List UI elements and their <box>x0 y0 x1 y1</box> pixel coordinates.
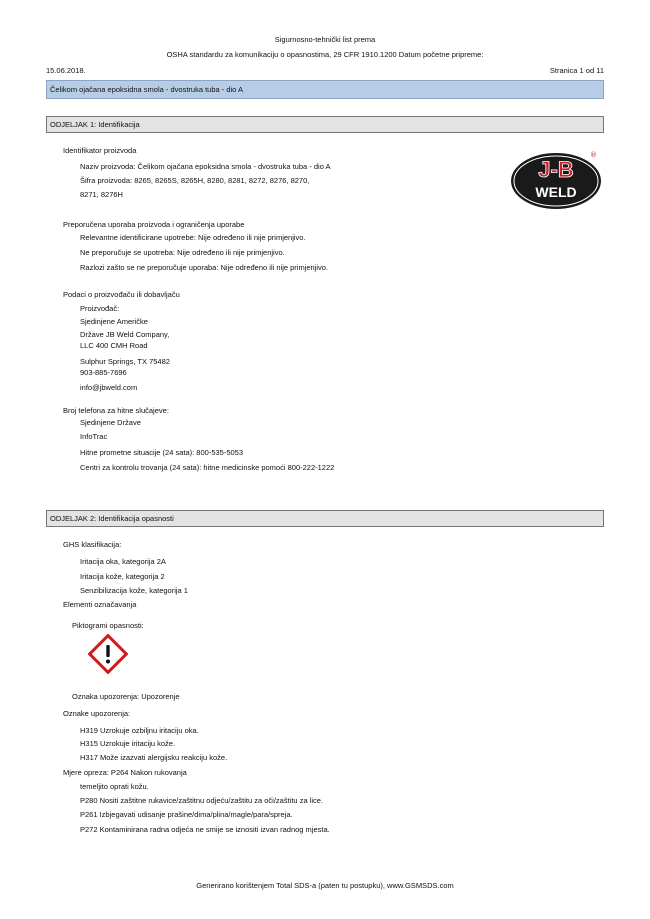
emergency-traffic: Hitne prometne situacije (24 sata): 800-535-5053 <box>80 448 244 457</box>
manufacturer-label: Proizvođač: <box>80 304 120 313</box>
identifier-label: Identifikator proizvoda <box>63 146 137 155</box>
use-label: Preporučena uporaba proizvoda i ograničenja uporabe <box>63 220 245 229</box>
product-name: Naziv proizvoda: Čelikom ojačana epoksidna smola - dvostruka tuba - dio A <box>80 162 331 171</box>
section-2-header <box>46 510 604 527</box>
manufacturer-email[interactable]: info@jbweld.com <box>80 383 138 392</box>
manufacturer-city: Sulphur Springs, TX 75482 <box>80 357 170 366</box>
product-codes: Šifra proizvoda: 8265, 8265S, 8265H, 8280, 8281, 8272, 8276, 8270, <box>80 176 310 185</box>
use-not-recommended: Ne preporučuje se upotreba: Nije određeno ili nije primjenjivo. <box>80 248 285 257</box>
manufacturer-country: Sjedinjene Američke <box>80 317 148 326</box>
product-title: Čelikom ojačana epoksidna smola - dvostruka tuba - dio A <box>50 85 244 94</box>
footer-note: Generirano korištenjem Total SDS-a (paten tu postupku), www.GSMSDS.com <box>196 881 454 890</box>
section-2-title: ODJELJAK 2: Identifikacija opasnosti <box>50 514 174 523</box>
document-title: Sigurnosno-tehnički list prema <box>274 35 376 44</box>
exclamation-mark-icon <box>88 634 128 674</box>
section-1-header <box>46 116 604 133</box>
signal-word: Oznaka upozorenja: Upozorenje <box>72 692 180 701</box>
hazard-h315: H315 Uzrokuje iritaciju kože. <box>80 739 176 748</box>
logo-jb-text: J-B <box>538 157 574 182</box>
product-codes-cont: 8271, 8276H <box>80 190 123 199</box>
use-relevant: Relevantne identificirane upotrebe: Nije određeno ili nije primjenjivo. <box>80 233 306 242</box>
hazard-h317: H317 Može izazvati alergijsku reakciju kože. <box>80 753 228 762</box>
document-subtitle: OSHA standardu za komunikaciju o opasnostima, 29 CFR 1910.1200 Datum početne pripreme: <box>166 50 484 59</box>
document-date: 15.06.2018. <box>46 66 86 75</box>
page-number: Stranica 1 od 11 <box>549 66 604 75</box>
product-title-bar <box>46 80 604 99</box>
precaution-p280: P280 Nositi zaštitne rukavice/zaštitnu odjeću/zaštitu za oči/zaštitu za lice. <box>80 796 324 805</box>
emergency-poison: Centri za kontrolu trovanja (24 sata): hitne medicinske pomoći 800-222-1222 <box>80 463 335 472</box>
manufacturer-address: LLC 400 CMH Road <box>80 341 148 350</box>
precaution-p261: P261 Izbjegavati udisanje prašine/dima/plina/magle/para/spreja. <box>80 810 293 819</box>
precaution-p272: P272 Kontaminirana radna odjeća ne smije se iznositi izvan radnog mjesta. <box>80 825 330 834</box>
classification-sensitization: Senzibilizacija kože, kategorija 1 <box>80 586 188 595</box>
supplier-label: Podaci o proizvođaču ili dobavljaču <box>63 290 180 299</box>
jb-weld-logo <box>510 147 602 211</box>
label-elements: Elementi označavanja <box>63 600 137 609</box>
precaution-p264-cont: temeljito oprati kožu. <box>80 782 149 791</box>
emergency-country: Sjedinjene Države <box>80 418 141 427</box>
classification-eye: Iritacija oka, kategorija 2A <box>80 557 166 566</box>
logo-weld-text: WELD <box>535 184 577 200</box>
use-reasons: Razlozi zašto se ne preporučuje uporaba: Nije određeno ili nije primjenjivo. <box>80 263 329 272</box>
classification-skin: Iritacija kože, kategorija 2 <box>80 572 165 581</box>
section-1-title: ODJELJAK 1: Identifikacija <box>50 120 140 129</box>
hazard-statements-label: Oznake upozorenja: <box>63 709 131 718</box>
emergency-company: InfoTrac <box>80 432 108 441</box>
hazard-h319: H319 Uzrokuje ozbiljnu iritaciju oka. <box>80 726 199 735</box>
logo-registered: ® <box>590 151 597 159</box>
manufacturer-phone: 903-885-7696 <box>80 368 127 377</box>
ghs-label: GHS klasifikacija: <box>63 540 122 549</box>
manufacturer-company: Države JB Weld Company, <box>80 330 170 339</box>
pictogram-label: Piktogrami opasnosti: <box>72 621 144 630</box>
precaution-label: Mjere opreza: P264 Nakon rukovanja <box>63 768 187 777</box>
emergency-label: Broj telefona za hitne slučajeve: <box>63 406 169 415</box>
